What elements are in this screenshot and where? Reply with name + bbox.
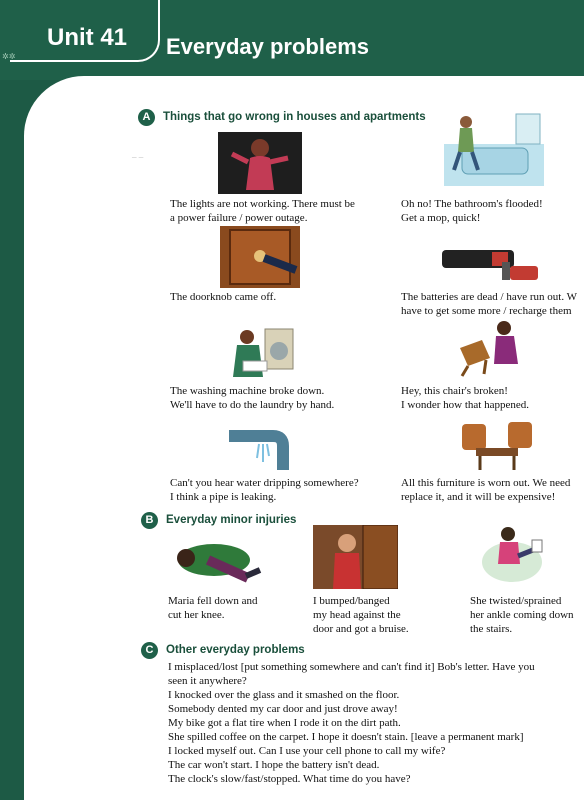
caption-furniture [401,476,584,504]
caption-pipe [170,476,359,504]
caption-washing-machine [170,384,334,412]
caption-line: All this furniture is worn out. We need [401,477,571,489]
worn-furniture-illustration [458,414,536,472]
list-item: seen it anywhere? [168,675,247,687]
list-item: I knocked over the glass and it smashed on the floor. [168,689,400,701]
caption-bathroom [401,197,543,225]
caption-line: The lights are not working. There must be [170,198,355,210]
caption-line: The washing machine broke down. [170,385,325,397]
leaking-pipe-illustration [229,414,291,470]
list-item: The clock's slow/fast/stopped. What time do you have? [168,773,411,785]
caption-line: cut her knee. [168,609,225,621]
list-item: The car won't start. I hope the battery isn't dead. [168,759,380,771]
caption-line: the stairs. [470,623,513,635]
caption-bump [313,594,409,636]
caption-line: We'll have to do the laundry by hand. [170,399,335,411]
caption-line: The batteries are dead / have run out. W [401,291,578,303]
caption-fall [168,594,258,622]
bump-head-illustration [313,525,398,589]
caption-line: door and got a bruise. [313,623,409,635]
caption-line: The doorknob came off. [170,291,277,303]
caption-line: replace it, and it will be expensive! [401,491,556,503]
caption-line: She twisted/sprained [470,595,562,607]
broken-chair-illustration [456,318,532,378]
caption-line: I wonder how that happened. [401,399,529,411]
problems-list [168,660,535,786]
caption-line: I bumped/banged [313,595,390,607]
batteries-illustration [440,244,540,282]
list-item: She spilled coffee on the carpet. I hope it doesn't stain. [leave a permanent mark] [168,731,524,743]
section-b-badge: B [141,512,158,529]
caption-line: her ankle coming down [470,609,574,621]
caption-line: Maria fell down and [168,595,258,607]
list-item: I locked myself out. Can I use your cell phone to call my wife? [168,745,446,757]
sprained-ankle-illustration [480,522,544,588]
list-item: Somebody dented my car door and just drove away! [168,703,398,715]
unit-label: Unit 41 [47,24,128,51]
page-number: 82 [48,762,63,777]
list-item: My bike got a flat tire when I rode it on the dirt path. [168,717,401,729]
caption-batteries [401,290,584,318]
caption-line: Hey, this chair's broken! [401,385,508,397]
caption-line: Can't you hear water dripping somewhere? [170,477,359,489]
section-c-badge: C [141,642,158,659]
section-b-title: Everyday minor injuries [166,514,297,526]
washing-machine-illustration [229,321,295,381]
decorative-mark: ✲✲ [2,52,16,61]
doorknob-illustration [220,226,300,288]
caption-line: Get a mop, quick! [401,212,481,224]
caption-line: a power failure / power outage. [170,212,308,224]
section-a-badge: A [138,109,155,126]
decorative-dash: – – [132,152,144,162]
caption-chair [401,384,529,412]
caption-doorknob [170,290,276,304]
lights-out-illustration [218,132,302,194]
page-title: Everyday problems [166,34,369,59]
caption-line: have to get some more / recharge them [401,305,572,317]
caption-lights [170,197,355,225]
flooded-bathroom-illustration [442,108,546,188]
caption-line: my head against the [313,609,401,621]
list-item: I misplaced/lost [put something somewhere and can't find it] Bob's letter. Have you [168,661,535,673]
caption-line: Oh no! The bathroom's flooded! [401,198,543,210]
fall-injury-illustration [168,530,268,590]
caption-sprain [470,594,574,636]
section-c-title: Other everyday problems [166,644,305,656]
section-a-title: Things that go wrong in houses and apartments [163,111,426,123]
caption-line: I think a pipe is leaking. [170,491,277,503]
